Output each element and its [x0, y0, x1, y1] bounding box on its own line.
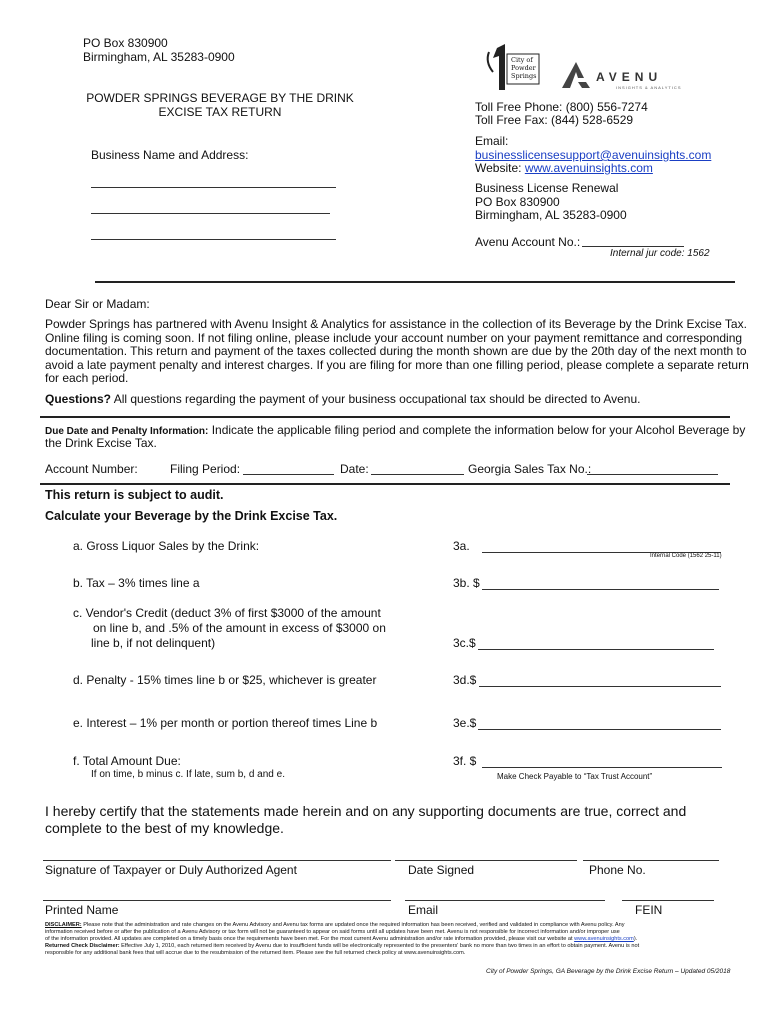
line-a-label: a. Gross Liquor Sales by the Drink: [73, 539, 260, 553]
line-b-label: b. Tax – 3% times line a [73, 576, 200, 590]
form-title-line1: POWDER SPRINGS BEVERAGE BY THE DRINK [86, 91, 354, 105]
renewal-line2: PO Box 830900 [475, 195, 560, 209]
disclaimer [45, 922, 735, 957]
email-field-label: Email [408, 903, 439, 917]
filing-period-label: Filing Period: [170, 462, 241, 476]
calc-heading: Calculate your Beverage by the Drink Excise Tax. [45, 509, 338, 523]
line-a-internal-code: Internal Code (1562 25-11) [650, 553, 722, 559]
header-divider [95, 281, 735, 283]
certify-line2: complete to the best of my knowledge. [45, 820, 284, 836]
printed-name-input[interactable] [43, 900, 391, 901]
renewal-line1: Business License Renewal [475, 181, 619, 195]
returned-check-text-1: Effective July 1, 2010, each returned item received by Avenu due to insufficient funds will be electronically represented to the presenters' bank no more than two times in an effort to obtain payment. Avenu is not [119, 943, 640, 949]
business-name-line-1[interactable] [91, 187, 336, 188]
avenu-account-input[interactable] [582, 246, 684, 247]
line-a-number: 3a. [453, 539, 470, 553]
remit-address-line1: PO Box 830900 [83, 36, 168, 50]
certify-line1: I hereby certify that the statements made herein and on any supporting documents are true, correct and [45, 803, 687, 819]
business-name-line-3[interactable] [91, 239, 336, 240]
website-label: Website: [475, 161, 525, 175]
footer-form-info: City of Powder Springs, GA Beverage by the Drink Excise Return – Updated 05/2018 [486, 968, 731, 975]
line-f-number: 3f. $ [453, 754, 477, 768]
returned-check-label: Returned Check Disclaimer: [45, 943, 120, 949]
questions-label: Questions? [45, 392, 112, 406]
date-signed-input[interactable] [395, 860, 577, 861]
internal-jur-code: Internal jur code: 1562 [610, 248, 710, 259]
city-logo-text-3: Springs [511, 72, 537, 80]
renewal-line3: Birmingham, AL 35283-0900 [475, 208, 627, 222]
line-c-input[interactable] [478, 649, 714, 650]
toll-free-fax: Toll Free Fax: (844) 528-6529 [475, 113, 634, 127]
line-b-number: 3b. $ [453, 576, 480, 590]
fein-input[interactable] [622, 900, 714, 901]
returned-check-text-2: responsible for any additional bank fees that will accrue due to the resubmission of the returned item. Please see the full returned check policy at www.avenuinsights.com. [45, 950, 466, 956]
printed-name-label: Printed Name [45, 903, 119, 917]
signature-input[interactable] [43, 860, 391, 861]
avenu-logo [560, 60, 690, 94]
form-title-line2: EXCISE TAX RETURN [158, 105, 282, 119]
audit-notice: This return is subject to audit. [45, 488, 224, 502]
letter-body-line: Online filing is coming soon. If not filing online, please include your account number on your payment remittance and corresponding [45, 330, 743, 345]
line-f-input[interactable] [482, 767, 722, 768]
due-date-text-1: Indicate the applicable filing period and complete the information below for your Alcohol Beverage by [208, 423, 746, 437]
city-logo-text-1: City of [511, 56, 533, 64]
email-label: Email: [475, 134, 509, 148]
support-email-link[interactable]: businesslicensesupport@avenuinsights.com [475, 148, 712, 162]
letter-body-line: for each period. [45, 371, 129, 386]
phone-label: Phone No. [589, 863, 646, 877]
letter-divider [40, 416, 730, 418]
remit-address-line2: Birmingham, AL 35283-0900 [83, 50, 235, 64]
disclaimer-text-2: information received before or after the publication of a Avenu Advisory or tax form will not be guaranteed to appear on said forms until all updates have been met. Avenu is not responsible for incorrect information and/or improper use [45, 929, 620, 935]
due-date-text-2: the Drink Excise Tax. [45, 436, 157, 450]
disclaimer-text-1: Please note that the administration and rate changes on the Avenu Advisory and Avenu tax forms are updated once the required information has been received, verified and validated in compliance with Avenu policy. Any [81, 922, 625, 928]
due-date-label: Due Date and Penalty Information: [45, 426, 209, 437]
account-number-label: Account Number: [45, 462, 138, 476]
georgia-sales-tax-label: Georgia Sales Tax No.: [468, 462, 592, 476]
salutation: Dear Sir or Madam: [45, 297, 150, 311]
check-payable-note: Make Check Payable to “Tax Trust Account” [497, 772, 653, 781]
fein-label: FEIN [635, 903, 663, 917]
line-d-input[interactable] [479, 686, 721, 687]
letter-body-line: Powder Springs has partnered with Avenu Insight & Analytics for assistance in the collection of its Beverage by the Drink Excise Tax. [45, 317, 747, 331]
line-d-label: d. Penalty - 15% times line b or $25, whichever is greater [73, 673, 377, 687]
disclaimer-label: DISCLAIMER: [45, 922, 82, 928]
line-c-label-2: on line b, and .5% of the amount in excess of $3000 on [93, 621, 386, 635]
date-signed-label: Date Signed [408, 863, 475, 877]
email-input[interactable] [405, 900, 605, 901]
avenu-a-mark-icon [560, 60, 594, 90]
letter-body-line: avoid a late payment penalty and interest charges. If you are filing for more than one filling period, please complete a separate return [45, 357, 749, 372]
line-c-label-3: line b, if not delinquent) [91, 636, 216, 650]
business-name-line-2[interactable] [91, 213, 330, 214]
line-e-label: e. Interest – 1% per month or portion thereof times Line b [73, 716, 378, 730]
city-logo-text-2: Powder [511, 64, 536, 72]
toll-free-phone: Toll Free Phone: (800) 556-7274 [475, 100, 648, 114]
signature-label: Signature of Taxpayer or Duly Authorized Agent [45, 863, 297, 877]
line-f-label: f. Total Amount Due: [73, 754, 181, 768]
avenu-logo-name: AVENU [596, 70, 663, 84]
letter-body [45, 318, 749, 386]
website-link[interactable]: www.avenuinsights.com [524, 161, 653, 175]
avenu-logo-tagline: INSIGHTS & ANALYTICS [616, 85, 682, 90]
filing-period-input[interactable] [243, 474, 334, 475]
line-f-sub: If on time, b minus c. If late, sum b, d and e. [91, 769, 285, 780]
line-d-number: 3d.$ [453, 673, 477, 687]
fields-divider [40, 483, 730, 485]
date-label: Date: [340, 462, 369, 476]
line-c-label-1: c. Vendor's Credit (deduct 3% of first $3000 of the amount [73, 606, 381, 620]
business-name-label: Business Name and Address: [91, 148, 249, 162]
disclaimer-website-link[interactable]: www.avenuinsights.com [574, 936, 634, 942]
date-input[interactable] [371, 474, 464, 475]
city-of-powder-springs-logo [483, 42, 543, 94]
disclaimer-text-3-end: ). [633, 936, 638, 942]
questions-line [45, 392, 640, 406]
letter-body-line: documentation. This return and payment of the taxes collected during the month shown are due by the 20th day of the next month to [45, 344, 747, 359]
georgia-sales-tax-input[interactable] [587, 474, 718, 475]
phone-input[interactable] [583, 860, 719, 861]
disclaimer-text-3: of the information provided. All updates are completed on a timely basis once the requirements have been met. For the most current Avenu administration and/or rate information provided, please visit our website at [45, 936, 575, 942]
line-b-input[interactable] [482, 589, 719, 590]
line-e-input[interactable] [478, 729, 721, 730]
questions-text: All questions regarding the payment of your business occupational tax should be directed to Avenu. [111, 392, 641, 406]
line-e-number: 3e.$ [453, 716, 477, 730]
website-line [475, 161, 653, 175]
line-c-number: 3c.$ [453, 636, 476, 650]
avenu-account-label: Avenu Account No.: [475, 235, 581, 249]
